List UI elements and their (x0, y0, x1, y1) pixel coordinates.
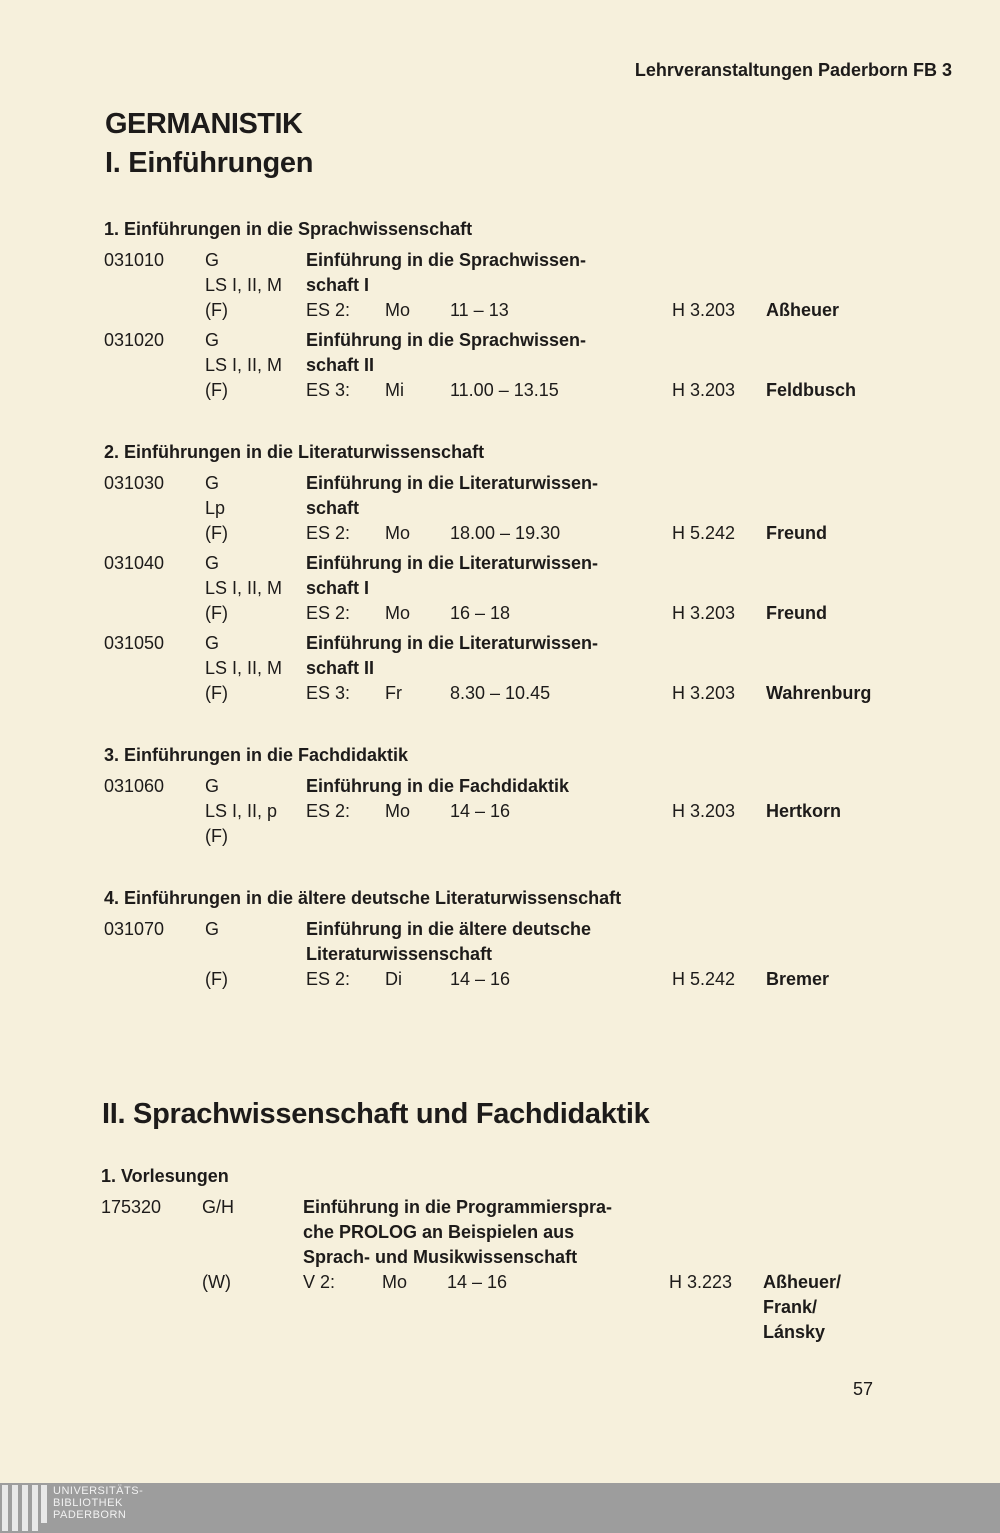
course-title: Einführung in die Programmierspra- (303, 1197, 613, 1217)
course-name: Wahrenburg (766, 683, 872, 703)
course-line (101, 1220, 981, 1245)
course-type: (F) (205, 683, 228, 703)
course-title: Sprach- und Musikwissenschaft (303, 1247, 578, 1267)
course-title: schaft I (306, 578, 370, 598)
course-type: G/H (202, 1197, 235, 1217)
course-day: Di (385, 969, 402, 989)
course-entry (104, 774, 984, 849)
course-title: Einführung in die Literaturwissen- (306, 633, 599, 653)
course-type: LS I, II, p (205, 801, 278, 821)
course-type: (F) (205, 300, 228, 320)
course-time: 18.00 – 19.30 (450, 523, 561, 543)
course-time: 14 – 16 (450, 969, 511, 989)
course-line (104, 824, 984, 849)
course-day: Mo (385, 603, 411, 623)
course-type: G (205, 776, 220, 796)
course-room: H 3.203 (672, 603, 736, 623)
section-heading: 3. Einführungen in die Fachdidaktik (104, 745, 409, 765)
course-es: ES 3: (306, 380, 351, 400)
course-line (104, 328, 984, 353)
logo-line: UNIVERSITÄTS- (53, 1485, 144, 1497)
course-day: Mo (382, 1272, 408, 1292)
course-line (104, 298, 984, 323)
course-room: H 5.242 (672, 523, 736, 543)
course-line (104, 521, 984, 546)
course-time: 11 – 13 (450, 300, 509, 320)
course-room: H 3.203 (672, 300, 736, 320)
course-section (104, 743, 984, 849)
course-name: Frank/ (763, 1297, 818, 1317)
course-line (104, 942, 984, 967)
course-code: 031040 (104, 553, 165, 573)
course-section (104, 886, 984, 992)
course-day: Mo (385, 523, 411, 543)
course-code: 031050 (104, 633, 165, 653)
course-line (101, 1295, 981, 1320)
course-type: LS I, II, M (205, 578, 283, 598)
course-type: G (205, 250, 220, 270)
course-type: (W) (202, 1272, 231, 1292)
page-number: 57 (853, 1379, 874, 1399)
course-title: schaft II (306, 658, 375, 678)
course-es: ES 2: (306, 603, 351, 623)
section-heading: 4. Einführungen in die ältere deutsche Literaturwissenschaft (104, 888, 622, 908)
course-day: Fr (385, 683, 402, 703)
course-day: Mo (385, 801, 411, 821)
library-footer (0, 1483, 1000, 1533)
course-type: LS I, II, M (205, 658, 283, 678)
course-line (104, 353, 984, 378)
page-title: GERMANISTIK (105, 108, 303, 140)
course-type: G (205, 330, 220, 350)
course-name: Feldbusch (766, 380, 857, 400)
course-code: 031020 (104, 330, 165, 350)
course-type: (F) (205, 826, 228, 846)
course-room: H 3.223 (669, 1272, 733, 1292)
section-heading: 2. Einführungen in die Literaturwissenschaft (104, 442, 485, 462)
part-heading-2: II. Sprachwissenschaft und Fachdidaktik (102, 1098, 650, 1130)
course-room: H 5.242 (672, 969, 736, 989)
course-line (104, 601, 984, 626)
library-logo-text (53, 1485, 143, 1521)
course-es: ES 2: (306, 801, 351, 821)
course-title: schaft (306, 498, 360, 518)
course-section (104, 217, 984, 403)
course-room: H 3.203 (672, 683, 736, 703)
course-line (104, 774, 984, 799)
course-line (104, 631, 984, 656)
course-name: Freund (766, 603, 827, 623)
course-line (101, 1320, 981, 1345)
course-name: Aßheuer/ (763, 1272, 842, 1292)
course-section (101, 1164, 981, 1345)
course-time: 14 – 16 (447, 1272, 508, 1292)
course-type: G (205, 553, 220, 573)
course-line (104, 551, 984, 576)
course-es: V 2: (303, 1272, 336, 1292)
course-name: Bremer (766, 969, 830, 989)
course-entry (104, 917, 984, 992)
course-room: H 3.203 (672, 801, 736, 821)
course-type: G (205, 633, 220, 653)
course-time: 14 – 16 (450, 801, 511, 821)
course-title: Einführung in die Sprachwissen- (306, 330, 587, 350)
course-section (104, 440, 984, 706)
course-name: Hertkorn (766, 801, 842, 821)
course-title: Einführung in die Fachdidaktik (306, 776, 570, 796)
course-line (101, 1195, 981, 1220)
course-es: ES 2: (306, 969, 351, 989)
course-title: schaft II (306, 355, 375, 375)
course-line (104, 681, 984, 706)
course-line (104, 496, 984, 521)
course-type: LS I, II, M (205, 275, 283, 295)
section-heading: 1. Einführungen in die Sprachwissenschaft (104, 219, 473, 239)
running-head: Lehrveranstaltungen Paderborn FB 3 (634, 60, 952, 80)
course-code: 031010 (104, 250, 165, 270)
course-type: (F) (205, 380, 228, 400)
course-line (101, 1270, 981, 1295)
course-line (104, 799, 984, 824)
course-entry (101, 1195, 981, 1345)
course-type: G (205, 473, 220, 493)
course-day: Mi (385, 380, 404, 400)
course-day: Mo (385, 300, 411, 320)
course-line (101, 1245, 981, 1270)
course-line (104, 656, 984, 681)
course-title: Literaturwissenschaft (306, 944, 493, 964)
course-title: Einführung in die ältere deutsche (306, 919, 592, 939)
course-title: schaft I (306, 275, 370, 295)
course-type: G (205, 919, 220, 939)
course-title: Einführung in die Sprachwissen- (306, 250, 587, 270)
course-type: LS I, II, M (205, 355, 283, 375)
course-line (104, 576, 984, 601)
part-heading-1: I. Einführungen (105, 147, 314, 179)
course-room: H 3.203 (672, 380, 736, 400)
course-time: 11.00 – 13.15 (450, 380, 559, 400)
part1-content (104, 217, 984, 997)
course-code: 031070 (104, 919, 165, 939)
course-line (104, 917, 984, 942)
course-type: Lp (205, 498, 226, 518)
course-time: 16 – 18 (450, 603, 511, 623)
part2-content (101, 1164, 981, 1350)
course-code: 175320 (101, 1197, 162, 1217)
course-time: 8.30 – 10.45 (450, 683, 551, 703)
course-type: (F) (205, 603, 228, 623)
course-code: 031060 (104, 776, 165, 796)
course-name: Freund (766, 523, 827, 543)
course-entry (104, 248, 984, 323)
logo-line: BIBLIOTHEK (53, 1497, 123, 1509)
course-entry (104, 471, 984, 546)
course-entry (104, 631, 984, 706)
course-code: 031030 (104, 473, 165, 493)
course-entry (104, 551, 984, 626)
course-line (104, 967, 984, 992)
course-line (104, 471, 984, 496)
course-line (104, 273, 984, 298)
course-title: Einführung in die Literaturwissen- (306, 553, 599, 573)
section-heading: 1. Vorlesungen (101, 1166, 229, 1186)
course-es: ES 2: (306, 523, 351, 543)
course-title: Einführung in die Literaturwissen- (306, 473, 599, 493)
logo-line: PADERBORN (53, 1509, 127, 1521)
course-es: ES 3: (306, 683, 351, 703)
course-es: ES 2: (306, 300, 351, 320)
course-entry (104, 328, 984, 403)
course-type: (F) (205, 523, 228, 543)
course-line (104, 248, 984, 273)
course-name: Aßheuer (766, 300, 840, 320)
course-type: (F) (205, 969, 228, 989)
course-title: che PROLOG an Beispielen aus (303, 1222, 575, 1242)
course-name: Lánsky (763, 1322, 826, 1342)
course-line (104, 378, 984, 403)
